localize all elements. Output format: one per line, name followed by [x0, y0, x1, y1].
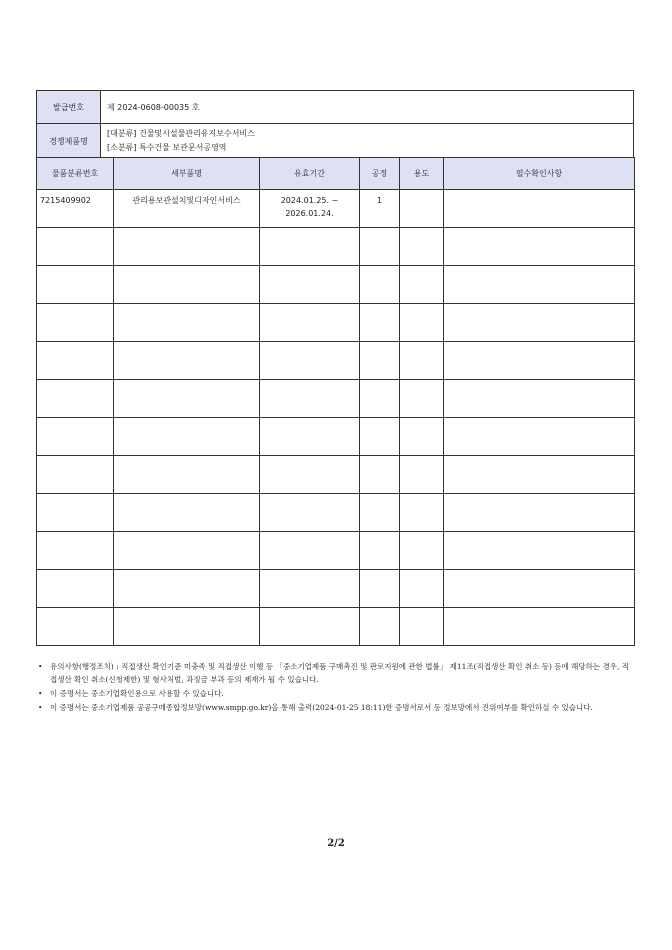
table-row-empty — [37, 570, 635, 608]
empty-cell — [360, 532, 400, 570]
cell-period — [260, 190, 360, 228]
empty-cell — [360, 380, 400, 418]
empty-cell — [260, 532, 360, 570]
empty-cell — [444, 456, 635, 494]
empty-cell — [444, 228, 635, 266]
table-row-empty — [37, 418, 635, 456]
empty-cell — [444, 418, 635, 456]
empty-cell — [37, 304, 114, 342]
empty-cell — [360, 304, 400, 342]
competitive-product-row — [37, 124, 634, 159]
product-table-header — [37, 158, 635, 190]
column-header-note: 필수확인사항 — [444, 158, 635, 190]
empty-cell — [260, 342, 360, 380]
empty-cell — [400, 608, 444, 646]
page-number: 2/2 — [327, 838, 345, 849]
empty-cell — [114, 456, 260, 494]
table-row-empty — [37, 380, 635, 418]
empty-cell — [360, 456, 400, 494]
table-row — [37, 190, 635, 228]
empty-cell — [114, 342, 260, 380]
certificate-info-table — [36, 90, 634, 159]
note-bullet: • — [38, 662, 43, 671]
note-text: 유의사항(행정조치) : 직접생산 확인기준 미충족 및 직접생산 이행 등 「중소기업제품 구매촉진 및 판로지원에 관한 법률」 제11조(직접생산 확인 취소 등) 등에 해당하는 경우, 직접생산 확인 취소(신청제한) 및 형사처벌, 과징금 부과 등의 제재가 될 수 있습니다. — [50, 662, 630, 684]
empty-cell — [260, 570, 360, 608]
empty-cell — [114, 570, 260, 608]
table-row-empty — [37, 494, 635, 532]
empty-cell — [360, 494, 400, 532]
empty-cell — [400, 304, 444, 342]
minor-category-line: [소분류] 특수건물 보관문서공영역 — [107, 143, 227, 152]
empty-cell — [400, 266, 444, 304]
table-row-empty — [37, 304, 635, 342]
empty-cell — [400, 380, 444, 418]
empty-cell — [360, 570, 400, 608]
cell-code — [37, 190, 114, 228]
empty-cell — [37, 456, 114, 494]
validity-period: 2024.01.25. ~ 2026.01.24. — [280, 196, 339, 218]
product-table — [36, 157, 635, 646]
empty-cell — [37, 570, 114, 608]
empty-cell — [260, 266, 360, 304]
empty-cell — [400, 342, 444, 380]
note-item — [38, 701, 634, 714]
major-category-line: [대분류] 건물및시설물관리유지보수서비스 — [107, 129, 255, 138]
empty-cell — [444, 494, 635, 532]
empty-cell — [360, 342, 400, 380]
empty-cell — [37, 342, 114, 380]
note-item — [38, 687, 634, 700]
table-row-empty — [37, 342, 635, 380]
competitive-product-value — [101, 124, 634, 159]
empty-cell — [260, 228, 360, 266]
empty-cell — [444, 304, 635, 342]
column-header-use: 용도 — [400, 158, 444, 190]
table-row-empty — [37, 608, 635, 646]
empty-cell — [260, 456, 360, 494]
table-row-empty — [37, 266, 635, 304]
column-header-process: 공정 — [360, 158, 400, 190]
empty-cell — [114, 228, 260, 266]
cell-note — [444, 190, 635, 228]
empty-cell — [114, 304, 260, 342]
column-header-code: 물품분류번호 — [37, 158, 114, 190]
empty-cell — [400, 456, 444, 494]
empty-cell — [400, 532, 444, 570]
note-bullet: • — [38, 703, 43, 712]
empty-cell — [360, 266, 400, 304]
empty-cell — [114, 380, 260, 418]
empty-cell — [37, 228, 114, 266]
competitive-product-label: 경쟁제품명 — [37, 124, 101, 159]
empty-cell — [114, 418, 260, 456]
required-check-value — [444, 190, 634, 198]
issue-number-value: 제 2024-0608-00035 호 — [101, 91, 634, 124]
use-value — [400, 190, 443, 198]
empty-cell — [260, 494, 360, 532]
empty-cell — [400, 570, 444, 608]
empty-cell — [400, 418, 444, 456]
note-text: 이 증명서는 중소기업확인용으로 사용할 수 있습니다. — [50, 689, 224, 698]
empty-cell — [114, 494, 260, 532]
table-row-empty — [37, 228, 635, 266]
empty-cell — [260, 380, 360, 418]
empty-cell — [37, 266, 114, 304]
empty-cell — [114, 608, 260, 646]
note-bullet: • — [38, 689, 43, 698]
empty-cell — [444, 608, 635, 646]
empty-cell — [444, 342, 635, 380]
empty-cell — [444, 532, 635, 570]
cell-name — [114, 190, 260, 228]
issue-number-label: 발급번호 — [37, 91, 101, 124]
empty-cell — [360, 228, 400, 266]
empty-cell — [360, 418, 400, 456]
column-header-period: 유효기간 — [260, 158, 360, 190]
empty-cell — [444, 266, 635, 304]
empty-cell — [444, 380, 635, 418]
empty-cell — [444, 570, 635, 608]
process-value: 1 — [376, 196, 383, 205]
empty-cell — [37, 532, 114, 570]
empty-cell — [400, 494, 444, 532]
empty-cell — [360, 608, 400, 646]
cell-process — [360, 190, 400, 228]
empty-cell — [260, 608, 360, 646]
note-item — [38, 660, 634, 686]
notes-section — [38, 660, 634, 715]
empty-cell — [37, 380, 114, 418]
empty-cell — [37, 608, 114, 646]
empty-cell — [37, 494, 114, 532]
column-header-name: 세부품명 — [114, 158, 260, 190]
cell-use — [400, 190, 444, 228]
empty-cell — [260, 418, 360, 456]
empty-cell — [400, 228, 444, 266]
table-row-empty — [37, 532, 635, 570]
issue-number-row — [37, 91, 634, 124]
empty-cell — [114, 266, 260, 304]
empty-cell — [114, 532, 260, 570]
note-text: 이 증명서는 중소기업제품 공공구매종합정보망(www.smpp.go.kr)을 통해 출력(2024-01-25 18:11)한 증명서로서 동 정보망에서 진위여부를 확인하실 수 있습니다. — [50, 703, 593, 712]
product-name: 관리용보관설치및디자인서비스 — [132, 196, 241, 205]
empty-cell — [37, 418, 114, 456]
table-row-empty — [37, 456, 635, 494]
product-code: 7215409902 — [40, 196, 91, 205]
empty-cell — [260, 304, 360, 342]
